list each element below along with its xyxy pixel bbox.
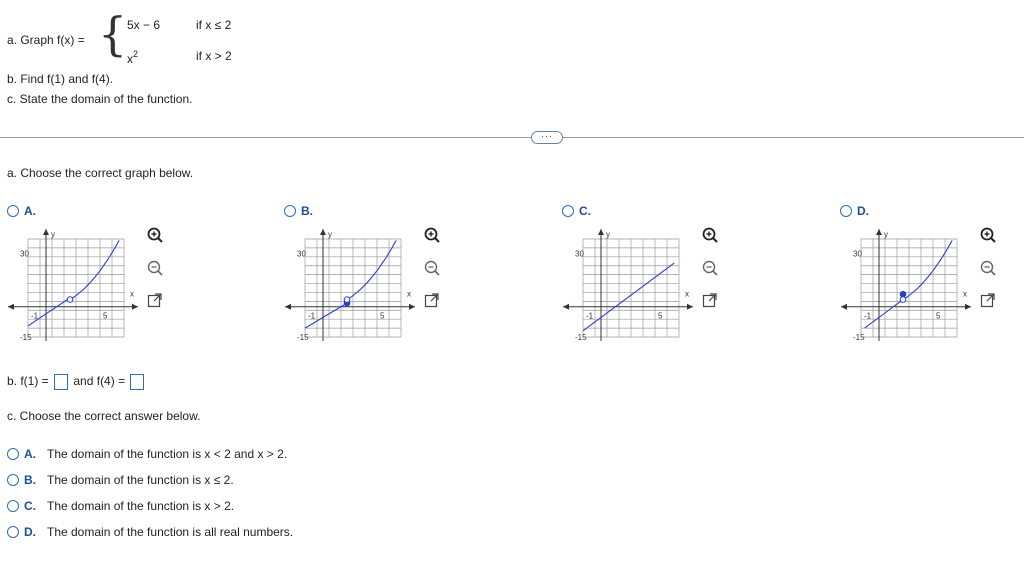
expand-icon[interactable]	[980, 292, 996, 308]
graph-d	[833, 225, 983, 355]
part-b-answer-row	[7, 374, 146, 390]
expand-icon[interactable]	[702, 292, 718, 308]
graph-c	[555, 225, 705, 355]
part-a-prompt: a. Choose the correct graph below.	[7, 166, 194, 180]
option-letter: A.	[24, 447, 36, 461]
axis-label-x: x	[407, 289, 411, 299]
tick-label-ymax: 30	[575, 249, 584, 259]
axis-label-x: x	[685, 289, 689, 299]
radio-d[interactable]	[7, 526, 19, 538]
zoom-out-icon[interactable]	[980, 260, 996, 276]
expand-icon[interactable]	[424, 292, 440, 308]
graph-grid	[861, 239, 957, 337]
radio-a[interactable]	[7, 448, 19, 460]
piece1-expression: 5x − 6	[127, 18, 161, 32]
piece2-condition: if x > 2	[196, 49, 232, 63]
tick-label-xmax: 5	[380, 311, 385, 321]
option-text: The domain of the function is x > 2.	[47, 499, 235, 513]
open-endpoint	[344, 297, 350, 303]
tick-label-ymin: -15	[853, 333, 865, 342]
axis-label-x: x	[963, 289, 967, 299]
axis-label-x: x	[130, 289, 134, 299]
part-b-statement: b. Find f(1) and f(4).	[7, 72, 114, 86]
tick-label-xmax: 5	[936, 311, 941, 321]
axis-label-y: y	[328, 230, 332, 239]
option-letter: C.	[24, 499, 36, 513]
option-letter: C.	[579, 204, 591, 218]
axis-label-y: y	[51, 230, 55, 239]
axis-label-y: y	[884, 230, 888, 239]
closed-endpoint	[900, 291, 906, 297]
radio-graph-a[interactable]	[7, 205, 19, 217]
option-letter: B.	[301, 204, 313, 218]
f4-answer-input[interactable]	[130, 374, 144, 390]
option-text: The domain of the function is x < 2 and x > 2.	[47, 447, 288, 461]
tick-label-ymin: -15	[20, 333, 32, 342]
f1-answer-input[interactable]	[54, 374, 68, 390]
expand-icon[interactable]	[147, 292, 163, 308]
radio-b[interactable]	[7, 474, 19, 486]
tick-label-ymax: 30	[853, 249, 862, 259]
radio-graph-d[interactable]	[840, 205, 852, 217]
piecewise-brace: {	[98, 7, 128, 61]
tick-label-xmin: -1	[308, 311, 316, 321]
tick-label-xmax: 5	[103, 311, 108, 321]
radio-c[interactable]	[7, 500, 19, 512]
tick-label-ymin: -15	[575, 333, 587, 342]
tick-label-xmin: -1	[586, 311, 594, 321]
piece2-expression: $x^2$	[127, 49, 139, 66]
more-button[interactable]: ···	[531, 131, 563, 144]
open-endpoint	[900, 297, 906, 303]
option-letter: D.	[24, 525, 36, 539]
zoom-in-icon[interactable]	[702, 227, 718, 243]
zoom-in-icon[interactable]	[980, 227, 996, 243]
part-c-statement: c. State the domain of the function.	[7, 92, 193, 106]
option-letter: B.	[24, 473, 36, 487]
piece1-condition: if x ≤ 2	[196, 18, 232, 32]
tick-label-xmin: -1	[864, 311, 872, 321]
part-c-prompt: c. Choose the correct answer below.	[7, 409, 201, 423]
option-text: The domain of the function is x ≤ 2.	[47, 473, 234, 487]
radio-graph-b[interactable]	[284, 205, 296, 217]
axis-label-y: y	[606, 230, 610, 239]
radio-graph-c[interactable]	[562, 205, 574, 217]
graph-a	[0, 225, 150, 355]
graph-grid	[305, 239, 401, 337]
tick-label-ymin: -15	[297, 333, 309, 342]
tick-label-xmax: 5	[658, 311, 663, 321]
open-endpoint	[67, 297, 73, 303]
zoom-in-icon[interactable]	[424, 227, 440, 243]
zoom-out-icon[interactable]	[147, 260, 163, 276]
zoom-out-icon[interactable]	[424, 260, 440, 276]
part-a-label: a. Graph f(x) =	[7, 33, 85, 47]
option-letter: A.	[24, 204, 36, 218]
part-b-prefix: b. f(1) =	[7, 374, 49, 389]
tick-label-xmin: -1	[31, 311, 39, 321]
zoom-out-icon[interactable]	[702, 260, 718, 276]
option-letter: D.	[857, 204, 869, 218]
zoom-in-icon[interactable]	[147, 227, 163, 243]
graph-grid	[583, 239, 679, 337]
part-b-middle: and f(4) =	[73, 374, 126, 389]
graph-b	[277, 225, 427, 355]
tick-label-ymax: 30	[297, 249, 306, 259]
option-text: The domain of the function is all real numbers.	[47, 525, 294, 539]
section-divider	[0, 137, 1024, 138]
tick-label-ymax: 30	[20, 249, 29, 259]
graph-grid	[28, 239, 124, 337]
